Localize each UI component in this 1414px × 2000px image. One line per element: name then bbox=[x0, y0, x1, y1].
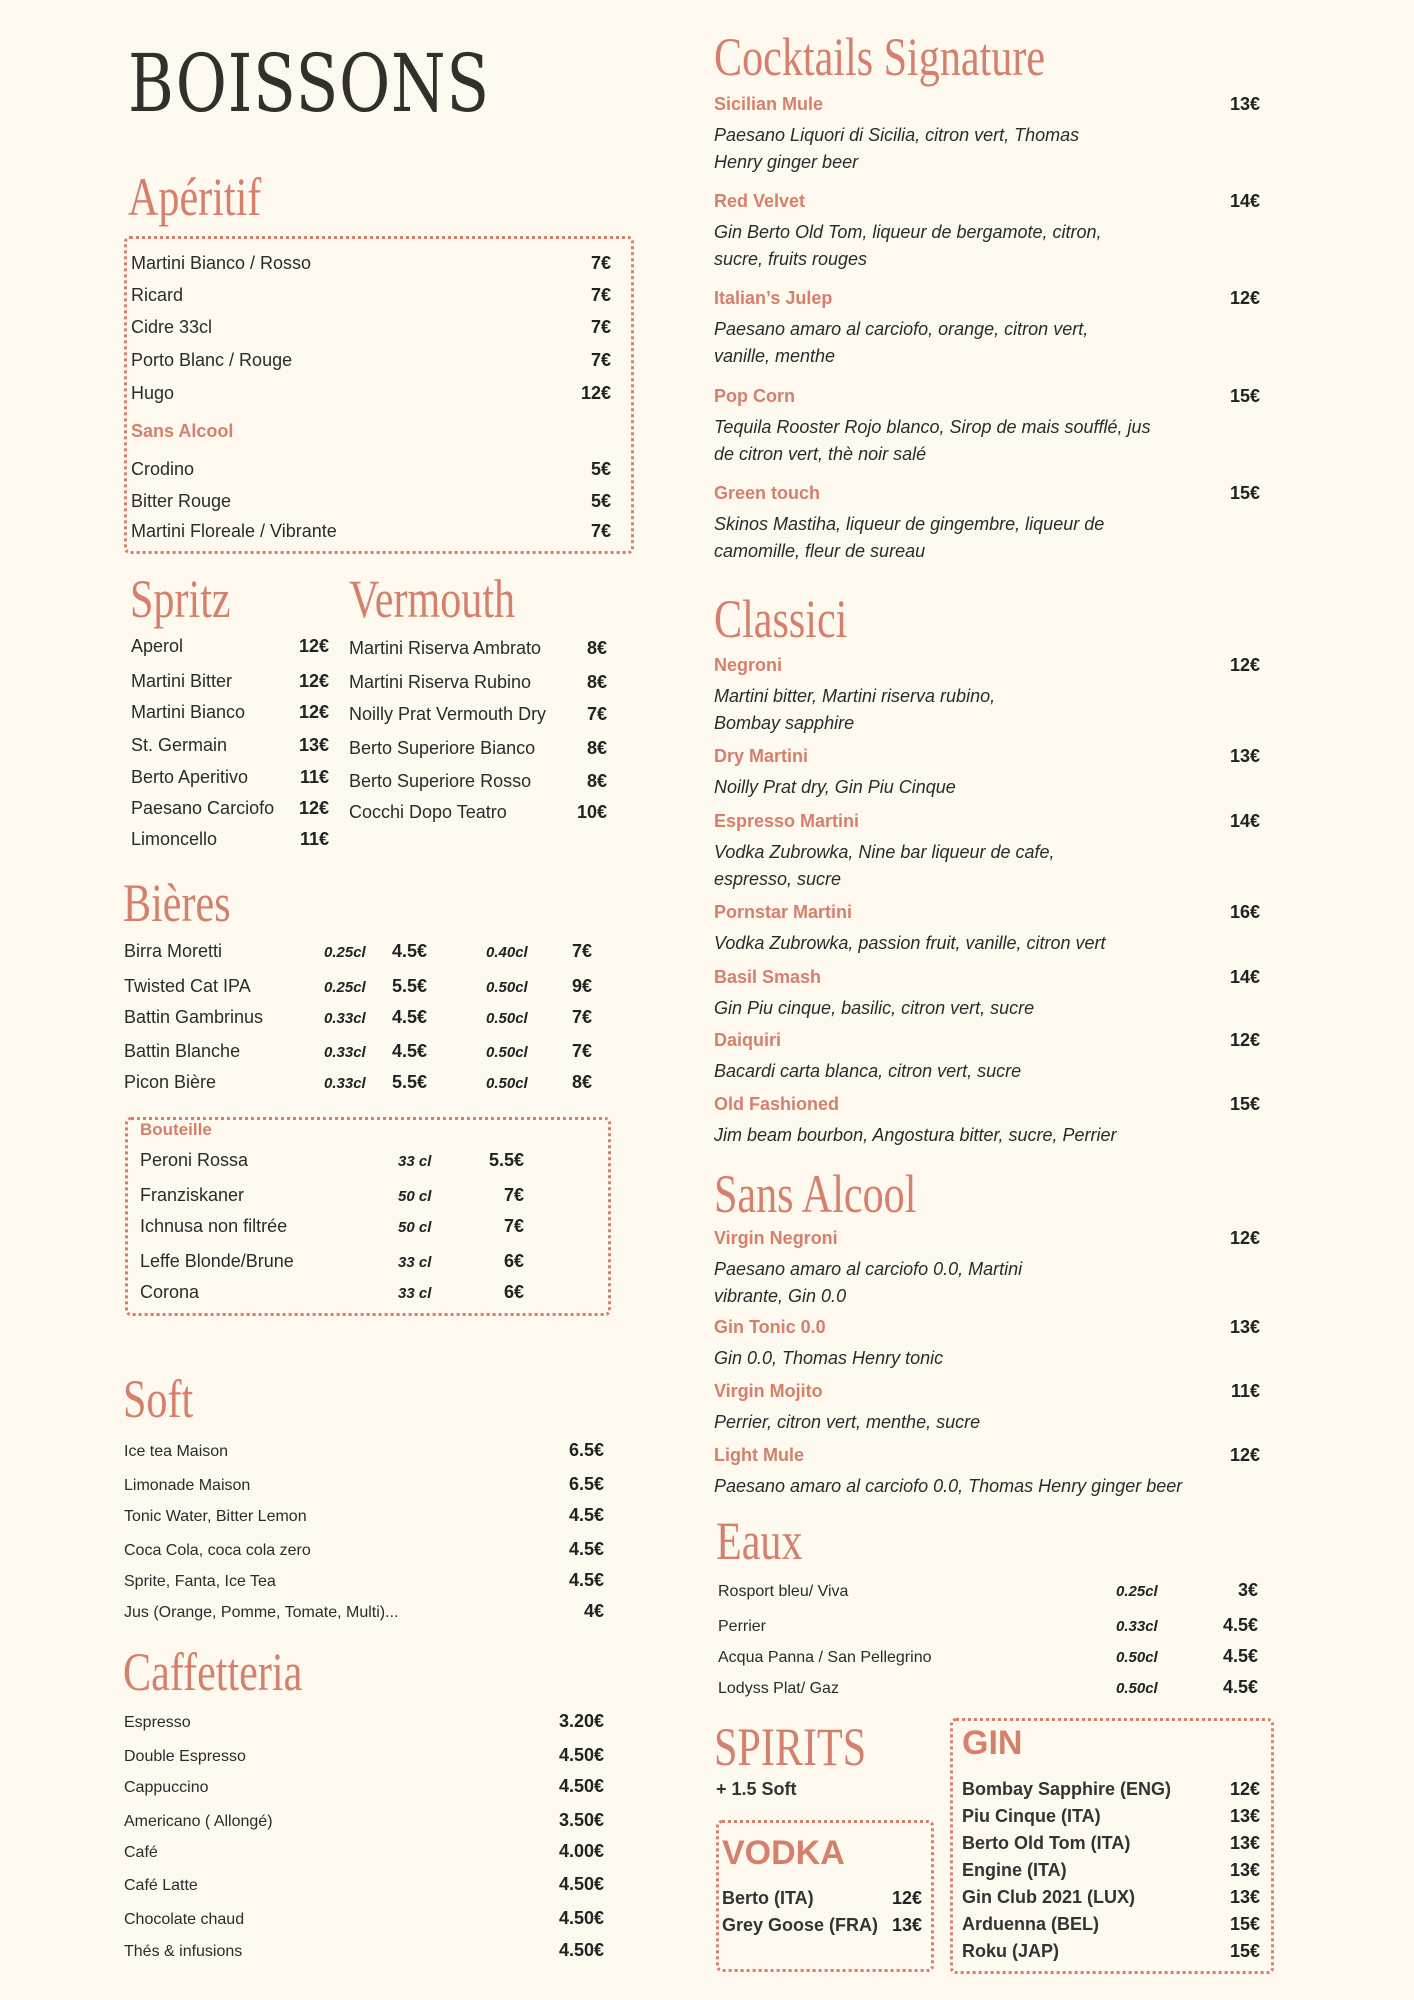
beer-name: Twisted Cat IPA bbox=[124, 976, 251, 996]
item-name: Grey Goose (FRA) bbox=[722, 1915, 879, 1935]
water-name: Lodyss Plat/ Gaz bbox=[718, 1680, 839, 1697]
list-item bbox=[131, 767, 329, 788]
item-name: Cidre 33cl bbox=[131, 317, 213, 337]
beer-price-2: 7€ bbox=[571, 1007, 592, 1027]
item-price: 4.50€ bbox=[558, 1940, 604, 1960]
list-item bbox=[124, 1908, 604, 1929]
item-name: Thés & infusions bbox=[124, 1943, 243, 1960]
classici-heading: Classici bbox=[714, 589, 848, 649]
item-price: 13€ bbox=[891, 1915, 922, 1935]
water-price: 3€ bbox=[1237, 1580, 1258, 1600]
cocktail-description: Noilly Prat dry, Gin Piu Cinque bbox=[714, 777, 956, 797]
beer-price-2: 9€ bbox=[571, 976, 592, 996]
cocktail-description: Vodka Zubrowka, passion fruit, vanille, citron vert bbox=[714, 933, 1106, 953]
cocktail-description: Gin Berto Old Tom, liqueur de bergamote, citron, sucre, fruits rouges bbox=[714, 222, 1102, 269]
sans-alcool-subheading bbox=[131, 421, 233, 442]
vermouth-heading: Vermouth bbox=[349, 569, 516, 629]
cocktail-name: Basil Smash bbox=[714, 967, 822, 987]
beer-price-1: 4.5€ bbox=[392, 1007, 428, 1027]
table-row bbox=[124, 976, 592, 997]
cocktail-name: Old Fashioned bbox=[714, 1094, 840, 1114]
cocktail-item bbox=[714, 746, 1260, 801]
table-row bbox=[124, 941, 592, 962]
cocktail-price: 16€ bbox=[1229, 902, 1260, 922]
cocktail-name: Sicilian Mule bbox=[714, 94, 824, 114]
item-price: 6.5€ bbox=[568, 1474, 604, 1494]
item-name: Café Latte bbox=[124, 1877, 198, 1894]
cocktail-item bbox=[714, 94, 1260, 176]
water-name: Rosport bleu/ Viva bbox=[718, 1583, 849, 1600]
bottle-price: 6€ bbox=[503, 1251, 524, 1271]
beer-name: Battin Blanche bbox=[124, 1041, 241, 1061]
cocktail-description: Gin 0.0, Thomas Henry tonic bbox=[714, 1348, 944, 1368]
subheading-text: Sans Alcool bbox=[131, 421, 234, 441]
cocktail-description: Perrier, citron vert, menthe, sucre bbox=[714, 1412, 981, 1432]
item-name: Aperol bbox=[131, 636, 184, 656]
cocktail-name: Dry Martini bbox=[714, 746, 809, 766]
beer-price-1: 5.5€ bbox=[392, 1072, 428, 1092]
list-item bbox=[722, 1888, 922, 1909]
item-name: Limonade Maison bbox=[124, 1477, 251, 1494]
item-price: 13€ bbox=[298, 735, 329, 755]
cocktail-name: Light Mule bbox=[714, 1445, 804, 1465]
item-name: Bitter Rouge bbox=[131, 491, 232, 511]
item-name: Crodino bbox=[131, 459, 195, 479]
list-item bbox=[349, 802, 607, 823]
list-item bbox=[124, 1776, 604, 1797]
table-row bbox=[718, 1646, 1258, 1667]
beer-size-1: 0.33cl bbox=[324, 1075, 366, 1092]
cocktail-description: Paesano amaro al carciofo, orange, citron vert, vanille, menthe bbox=[714, 319, 1089, 366]
beer-price-1: 4.5€ bbox=[392, 941, 428, 961]
subheading-text: Bouteille bbox=[140, 1120, 212, 1139]
item-price: 4.50€ bbox=[558, 1874, 604, 1894]
cocktail-description: Tequila Rooster Rojo blanco, Sirop de mais soufflé, jus de citron vert, thè noir salé bbox=[714, 417, 1151, 464]
soft-heading: Soft bbox=[123, 1369, 194, 1429]
item-name: Americano ( Allongé) bbox=[124, 1813, 273, 1830]
water-price: 4.5€ bbox=[1222, 1615, 1258, 1635]
bottle-size: 33 cl bbox=[398, 1153, 432, 1170]
item-price: 13€ bbox=[1229, 1833, 1260, 1853]
item-price: 8€ bbox=[586, 738, 607, 758]
beer-size-1: 0.33cl bbox=[324, 1044, 366, 1061]
cocktail-name: Italian’s Julep bbox=[714, 288, 833, 308]
cocktail-item bbox=[714, 1445, 1260, 1500]
cocktail-price: 12€ bbox=[1229, 1030, 1260, 1050]
list-item bbox=[131, 317, 611, 338]
list-item bbox=[349, 771, 607, 792]
gin-heading: GIN bbox=[962, 1724, 1023, 1762]
item-name: Berto (ITA) bbox=[722, 1888, 814, 1908]
item-name: Berto Superiore Bianco bbox=[349, 738, 536, 758]
item-price: 7€ bbox=[590, 350, 611, 370]
cocktail-name: Gin Tonic 0.0 bbox=[714, 1317, 826, 1337]
item-price: 4.5€ bbox=[568, 1570, 604, 1590]
cocktail-name: Red Velvet bbox=[714, 191, 806, 211]
item-price: 8€ bbox=[586, 672, 607, 692]
cocktail-item bbox=[714, 1317, 1260, 1372]
item-price: 10€ bbox=[576, 802, 607, 822]
list-item bbox=[124, 1810, 604, 1831]
list-item bbox=[962, 1941, 1260, 1962]
water-name: Acqua Panna / San Pellegrino bbox=[718, 1649, 932, 1666]
cocktail-description: Martini bitter, Martini riserva rubino, Bombay sapphire bbox=[714, 686, 996, 733]
cocktail-name: Pornstar Martini bbox=[714, 902, 853, 922]
item-price: 7€ bbox=[586, 704, 607, 724]
cocktail-item bbox=[714, 1381, 1260, 1436]
cocktail-item bbox=[714, 191, 1260, 273]
page-title: BOISSONS bbox=[128, 37, 490, 130]
bouteille-subheading bbox=[140, 1120, 212, 1140]
cocktail-price: 12€ bbox=[1229, 1445, 1260, 1465]
cocktail-price: 13€ bbox=[1229, 1317, 1260, 1337]
list-item bbox=[349, 672, 607, 693]
list-item bbox=[124, 1505, 604, 1526]
list-item bbox=[131, 636, 329, 657]
item-name: Berto Aperitivo bbox=[131, 767, 249, 787]
item-price: 4.00€ bbox=[558, 1841, 604, 1861]
beer-size-2: 0.50cl bbox=[486, 1010, 528, 1027]
beer-price-1: 4.5€ bbox=[392, 1041, 428, 1061]
item-price: 4.5€ bbox=[568, 1505, 604, 1525]
item-name: Cocchi Dopo Teatro bbox=[349, 802, 507, 822]
cocktail-item bbox=[714, 655, 1260, 737]
cocktail-price: 14€ bbox=[1229, 967, 1260, 987]
item-name: Sprite, Fanta, Ice Tea bbox=[124, 1573, 276, 1590]
water-name: Perrier bbox=[718, 1618, 767, 1635]
item-price: 13€ bbox=[1229, 1860, 1260, 1880]
water-size: 0.50cl bbox=[1116, 1649, 1158, 1666]
cocktail-price: 12€ bbox=[1229, 655, 1260, 675]
item-name: Cappuccino bbox=[124, 1779, 209, 1796]
item-name: Ricard bbox=[131, 285, 184, 305]
item-name: Gin Club 2021 (LUX) bbox=[962, 1887, 1136, 1907]
item-name: Martini Bianco bbox=[131, 702, 246, 722]
cocktail-description: Paesano amaro al carciofo 0.0, Martini vibrante, Gin 0.0 bbox=[714, 1259, 1023, 1306]
item-name: Martini Bianco / Rosso bbox=[131, 253, 312, 273]
list-item bbox=[131, 491, 611, 512]
list-item bbox=[131, 702, 329, 723]
beer-size-1: 0.25cl bbox=[324, 979, 366, 996]
cocktail-description: Paesano amaro al carciofo 0.0, Thomas Henry ginger beer bbox=[714, 1476, 1183, 1496]
cocktail-price: 15€ bbox=[1229, 483, 1260, 503]
cocktail-description: Gin Piu cinque, basilic, citron vert, sucre bbox=[714, 998, 1035, 1018]
cocktail-name: Pop Corn bbox=[714, 386, 795, 406]
beer-name: Birra Moretti bbox=[124, 941, 223, 961]
item-price: 12€ bbox=[891, 1888, 922, 1908]
beer-size-2: 0.50cl bbox=[486, 979, 528, 996]
beer-size-1: 0.25cl bbox=[324, 944, 366, 961]
bottle-size: 50 cl bbox=[398, 1188, 432, 1205]
item-price: 3.20€ bbox=[558, 1711, 604, 1731]
bottle-name: Franziskaner bbox=[140, 1185, 245, 1205]
item-price: 4€ bbox=[583, 1601, 604, 1621]
item-name: Limoncello bbox=[131, 829, 218, 849]
cocktail-item bbox=[714, 811, 1260, 893]
item-price: 12€ bbox=[298, 636, 329, 656]
list-item bbox=[124, 1940, 604, 1961]
bieres-heading: Bières bbox=[123, 873, 231, 933]
item-price: 7€ bbox=[590, 521, 611, 541]
list-item bbox=[131, 383, 611, 404]
item-name: Chocolate chaud bbox=[124, 1911, 245, 1928]
item-price: 4.50€ bbox=[558, 1745, 604, 1765]
list-item bbox=[124, 1745, 604, 1766]
item-price: 8€ bbox=[586, 771, 607, 791]
list-item bbox=[962, 1833, 1260, 1854]
water-price: 4.5€ bbox=[1222, 1646, 1258, 1666]
item-price: 7€ bbox=[590, 253, 611, 273]
bottle-price: 7€ bbox=[503, 1185, 524, 1205]
table-row bbox=[140, 1282, 524, 1303]
cocktail-name: Virgin Negroni bbox=[714, 1228, 838, 1248]
cocktail-item bbox=[714, 902, 1260, 957]
bottle-name: Corona bbox=[140, 1282, 200, 1302]
beer-price-2: 8€ bbox=[571, 1072, 592, 1092]
cocktail-item bbox=[714, 1030, 1260, 1085]
bottle-price: 6€ bbox=[503, 1282, 524, 1302]
beer-name: Battin Gambrinus bbox=[124, 1007, 264, 1027]
item-name: Porto Blanc / Rouge bbox=[131, 350, 293, 370]
cocktail-price: 12€ bbox=[1229, 288, 1260, 308]
list-item bbox=[349, 738, 607, 759]
list-item bbox=[131, 459, 611, 480]
list-item bbox=[131, 829, 329, 850]
cocktail-name: Negroni bbox=[714, 655, 783, 675]
table-row bbox=[140, 1185, 524, 1206]
table-row bbox=[124, 1072, 592, 1093]
list-item bbox=[131, 671, 329, 692]
water-size: 0.33cl bbox=[1116, 1618, 1158, 1635]
caffetteria-heading: Caffetteria bbox=[123, 1642, 303, 1702]
cocktail-name: Espresso Martini bbox=[714, 811, 860, 831]
item-price: 12€ bbox=[298, 671, 329, 691]
list-item bbox=[124, 1874, 604, 1895]
list-item bbox=[349, 638, 607, 659]
item-price: 12€ bbox=[1229, 1779, 1260, 1799]
cocktail-description: Skinos Mastiha, liqueur de gingembre, liqueur de camomille, fleur de sureau bbox=[714, 514, 1105, 561]
list-item bbox=[124, 1841, 604, 1862]
cocktail-item bbox=[714, 288, 1260, 370]
list-item bbox=[962, 1860, 1260, 1881]
list-item bbox=[962, 1806, 1260, 1827]
item-price: 5€ bbox=[590, 459, 611, 479]
item-name: Martini Bitter bbox=[131, 671, 233, 691]
cocktail-price: 13€ bbox=[1229, 94, 1260, 114]
item-name: Martini Riserva Ambrato bbox=[349, 638, 542, 658]
item-name: Roku (JAP) bbox=[962, 1941, 1060, 1961]
list-item bbox=[124, 1570, 604, 1591]
spirits-note: + 1.5 Soft bbox=[716, 1779, 797, 1799]
vodka-heading: VODKA bbox=[722, 1834, 845, 1872]
item-name: Ice tea Maison bbox=[124, 1443, 229, 1460]
water-size: 0.50cl bbox=[1116, 1680, 1158, 1697]
list-item bbox=[962, 1914, 1260, 1935]
item-price: 3.50€ bbox=[558, 1810, 604, 1830]
sans-alcool-heading: Sans Alcool bbox=[714, 1164, 917, 1224]
item-price: 5€ bbox=[590, 491, 611, 511]
list-item bbox=[131, 735, 329, 756]
list-item bbox=[124, 1711, 604, 1732]
eaux-heading: Eaux bbox=[716, 1511, 803, 1571]
item-name: Noilly Prat Vermouth Dry bbox=[349, 704, 547, 724]
aperitif-heading: Apéritif bbox=[128, 167, 262, 227]
cocktail-price: 12€ bbox=[1229, 1228, 1260, 1248]
item-price: 12€ bbox=[298, 702, 329, 722]
list-item bbox=[131, 350, 611, 371]
table-row bbox=[140, 1251, 524, 1272]
item-price: 15€ bbox=[1229, 1914, 1260, 1934]
beer-name: Picon Bière bbox=[124, 1072, 217, 1092]
spirits-heading: SPIRITS bbox=[714, 1717, 867, 1777]
beer-size-1: 0.33cl bbox=[324, 1010, 366, 1027]
cocktail-item bbox=[714, 1094, 1260, 1149]
cocktail-name: Daiquiri bbox=[714, 1030, 782, 1050]
bottle-price: 7€ bbox=[503, 1216, 524, 1236]
table-row bbox=[124, 1041, 592, 1062]
cocktail-item bbox=[714, 483, 1260, 565]
cocktail-price: 15€ bbox=[1229, 1094, 1260, 1114]
item-price: 12€ bbox=[580, 383, 611, 403]
list-item bbox=[124, 1539, 604, 1560]
bottle-size: 33 cl bbox=[398, 1254, 432, 1271]
beer-price-2: 7€ bbox=[571, 941, 592, 961]
item-name: Paesano Carciofo bbox=[131, 798, 275, 818]
bottle-size: 50 cl bbox=[398, 1219, 432, 1236]
beer-size-2: 0.50cl bbox=[486, 1075, 528, 1092]
list-item bbox=[124, 1474, 604, 1495]
cocktails-heading: Cocktails Signature bbox=[714, 27, 1046, 87]
list-item bbox=[131, 285, 611, 306]
item-price: 13€ bbox=[1229, 1806, 1260, 1826]
item-name: Berto Superiore Rosso bbox=[349, 771, 532, 791]
item-price: 6.5€ bbox=[568, 1440, 604, 1460]
bottle-name: Ichnusa non filtrée bbox=[140, 1216, 288, 1236]
beer-price-2: 7€ bbox=[571, 1041, 592, 1061]
item-name: Berto Old Tom (ITA) bbox=[962, 1833, 1131, 1853]
item-name: Coca Cola, coca cola zero bbox=[124, 1542, 311, 1559]
item-name: Espresso bbox=[124, 1714, 191, 1731]
cocktail-description: Paesano Liquori di Sicilia, citron vert, Thomas Henry ginger beer bbox=[714, 125, 1080, 172]
beer-size-2: 0.40cl bbox=[486, 944, 528, 961]
table-row bbox=[718, 1615, 1258, 1636]
cocktail-price: 11€ bbox=[1230, 1381, 1260, 1401]
cocktail-item bbox=[714, 967, 1260, 1022]
list-item bbox=[962, 1887, 1260, 1908]
cocktail-price: 13€ bbox=[1229, 746, 1260, 766]
table-row bbox=[140, 1216, 524, 1237]
cocktail-price: 15€ bbox=[1229, 386, 1260, 406]
bottle-name: Leffe Blonde/Brune bbox=[140, 1251, 294, 1271]
cocktail-item bbox=[714, 1228, 1260, 1310]
item-name: Tonic Water, Bitter Lemon bbox=[124, 1508, 307, 1525]
water-price: 4.5€ bbox=[1222, 1677, 1258, 1697]
bottle-name: Peroni Rossa bbox=[140, 1150, 249, 1170]
item-name: St. Germain bbox=[131, 735, 228, 755]
item-price: 4.50€ bbox=[558, 1776, 604, 1796]
list-item bbox=[722, 1915, 922, 1936]
bottle-price: 5.5€ bbox=[488, 1150, 524, 1170]
item-name: Jus (Orange, Pomme, Tomate, Multi)... bbox=[124, 1604, 399, 1621]
table-row bbox=[718, 1677, 1258, 1698]
item-price: 15€ bbox=[1229, 1941, 1260, 1961]
cocktail-item bbox=[714, 386, 1260, 468]
item-price: 12€ bbox=[298, 798, 329, 818]
table-row bbox=[124, 1007, 592, 1028]
list-item bbox=[131, 798, 329, 819]
list-item bbox=[124, 1440, 604, 1461]
item-name: Double Espresso bbox=[124, 1748, 246, 1765]
list-item bbox=[349, 704, 607, 725]
cocktail-name: Green touch bbox=[714, 483, 821, 503]
item-name: Martini Floreale / Vibrante bbox=[131, 521, 337, 541]
cocktail-price: 14€ bbox=[1229, 811, 1260, 831]
item-name: Bombay Sapphire (ENG) bbox=[962, 1779, 1172, 1799]
item-price: 13€ bbox=[1229, 1887, 1260, 1907]
item-name: Martini Riserva Rubino bbox=[349, 672, 532, 692]
spritz-heading: Spritz bbox=[130, 569, 231, 629]
item-name: Café bbox=[124, 1844, 158, 1861]
beer-size-2: 0.50cl bbox=[486, 1044, 528, 1061]
item-price: 4.5€ bbox=[568, 1539, 604, 1559]
list-item bbox=[962, 1779, 1260, 1800]
item-price: 7€ bbox=[590, 285, 611, 305]
list-item bbox=[131, 521, 611, 542]
item-price: 11€ bbox=[299, 829, 329, 849]
cocktail-description: Vodka Zubrowka, Nine bar liqueur de cafe, espresso, sucre bbox=[714, 842, 1055, 889]
item-price: 4.50€ bbox=[558, 1908, 604, 1928]
item-name: Engine (ITA) bbox=[962, 1860, 1067, 1880]
cocktail-name: Virgin Mojito bbox=[714, 1381, 823, 1401]
beer-price-1: 5.5€ bbox=[392, 976, 428, 996]
item-price: 8€ bbox=[586, 638, 607, 658]
cocktail-description: Jim beam bourbon, Angostura bitter, sucre, Perrier bbox=[714, 1125, 1117, 1145]
item-name: Arduenna (BEL) bbox=[962, 1914, 1099, 1934]
list-item bbox=[131, 253, 611, 274]
water-size: 0.25cl bbox=[1116, 1583, 1158, 1600]
cocktail-description: Bacardi carta blanca, citron vert, sucre bbox=[714, 1061, 1022, 1081]
item-price: 11€ bbox=[299, 767, 329, 787]
table-row bbox=[718, 1580, 1258, 1601]
table-row bbox=[140, 1150, 524, 1171]
list-item bbox=[124, 1601, 604, 1622]
item-name: Piu Cinque (ITA) bbox=[962, 1806, 1101, 1826]
bottle-size: 33 cl bbox=[398, 1285, 432, 1302]
item-name: Hugo bbox=[131, 383, 175, 403]
cocktail-price: 14€ bbox=[1229, 191, 1260, 211]
item-price: 7€ bbox=[590, 317, 611, 337]
